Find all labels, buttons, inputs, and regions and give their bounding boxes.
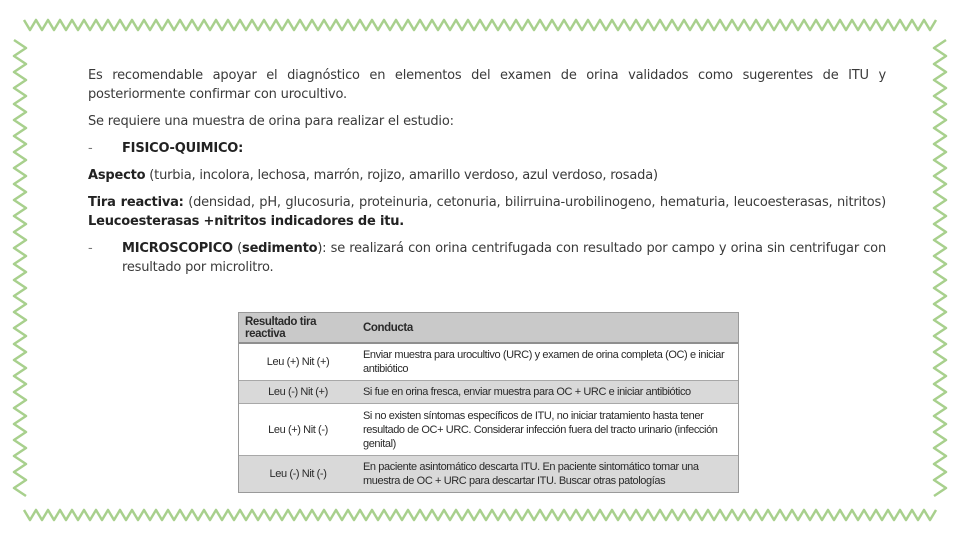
- fisico-quimico-item: [88, 139, 886, 158]
- aspecto-text: (turbia, incolora, lechosa, marrón, rojizo, amarillo verdoso, azul verdoso, rosada): [145, 168, 658, 183]
- action-cell: Enviar muestra para urocultivo (URC) y examen de orina completa (OC) e iniciar antibiótico: [357, 343, 738, 381]
- zigzag-border-left: [0, 0, 40, 540]
- table-row: [239, 404, 738, 455]
- table-header-row: [239, 313, 738, 343]
- zigzag-border-bottom: [0, 500, 960, 540]
- result-cell: Leu (+) Nit (-): [239, 404, 357, 455]
- tira-reactiva-highlight: Leucoesterasas +nitritos indicadores de itu.: [88, 214, 405, 229]
- microscopico-label: MICROSCOPICO: [122, 241, 233, 256]
- intro-paragraph: Es recomendable apoyar el diagnóstico en elementos del examen de orina validados como sugerentes de ITU y posteriormente confirmar con urocultivo.: [88, 68, 886, 102]
- microscopico-text: ): se realizará con orina centrifugada con resultado por campo y orina sin centrifugar con resultado por microlitro.: [122, 241, 886, 275]
- microscopico-item: [88, 239, 886, 277]
- bullet-dash: -: [88, 241, 93, 256]
- table-row: [239, 381, 738, 404]
- action-cell: Si no existen síntomas específicos de ITU, no iniciar tratamiento hasta tener resultado de OC+ URC. Considerar infección fuera del tracto urinario (infección genital): [357, 404, 738, 455]
- column-header-conducta: Conducta: [357, 313, 738, 343]
- result-cell: Leu (+) Nit (+): [239, 343, 357, 381]
- sedimento-label: sedimento: [242, 241, 318, 256]
- aspecto-label: Aspecto: [88, 168, 146, 183]
- document-body: [88, 66, 886, 285]
- zigzag-border-right: [920, 0, 960, 540]
- tira-reactiva-paragraph: [88, 193, 886, 231]
- tira-reactiva-table: [238, 312, 739, 493]
- tira-reactiva-text: (densidad, pH, glucosuria, proteinuria, cetonuria, bilirruina-urobilinogeno, hematuria, leucoesterasas, nitritos): [183, 195, 886, 210]
- aspecto-paragraph: [88, 166, 886, 185]
- action-cell: En paciente asintomático descarta ITU. En paciente sintomático tomar una muestra de OC + URC para descartar ITU. Buscar otras patologías: [357, 455, 738, 492]
- result-cell: Leu (-) Nit (+): [239, 381, 357, 404]
- table-row: [239, 343, 738, 381]
- fisico-quimico-heading: FISICO-QUIMICO:: [122, 141, 244, 156]
- action-cell: Si fue en orina fresca, enviar muestra para OC + URC e iniciar antibiótico: [357, 381, 738, 404]
- column-header-resultado: Resultado tira reactiva: [239, 313, 357, 343]
- zigzag-border-top: [0, 0, 960, 40]
- requirement-paragraph: Se requiere una muestra de orina para realizar el estudio:: [88, 114, 454, 129]
- microscopico-open: (: [232, 241, 243, 256]
- table-row: [239, 455, 738, 492]
- bullet-dash: -: [88, 141, 93, 156]
- tira-reactiva-label: Tira reactiva:: [88, 195, 184, 210]
- result-cell: Leu (-) Nit (-): [239, 455, 357, 492]
